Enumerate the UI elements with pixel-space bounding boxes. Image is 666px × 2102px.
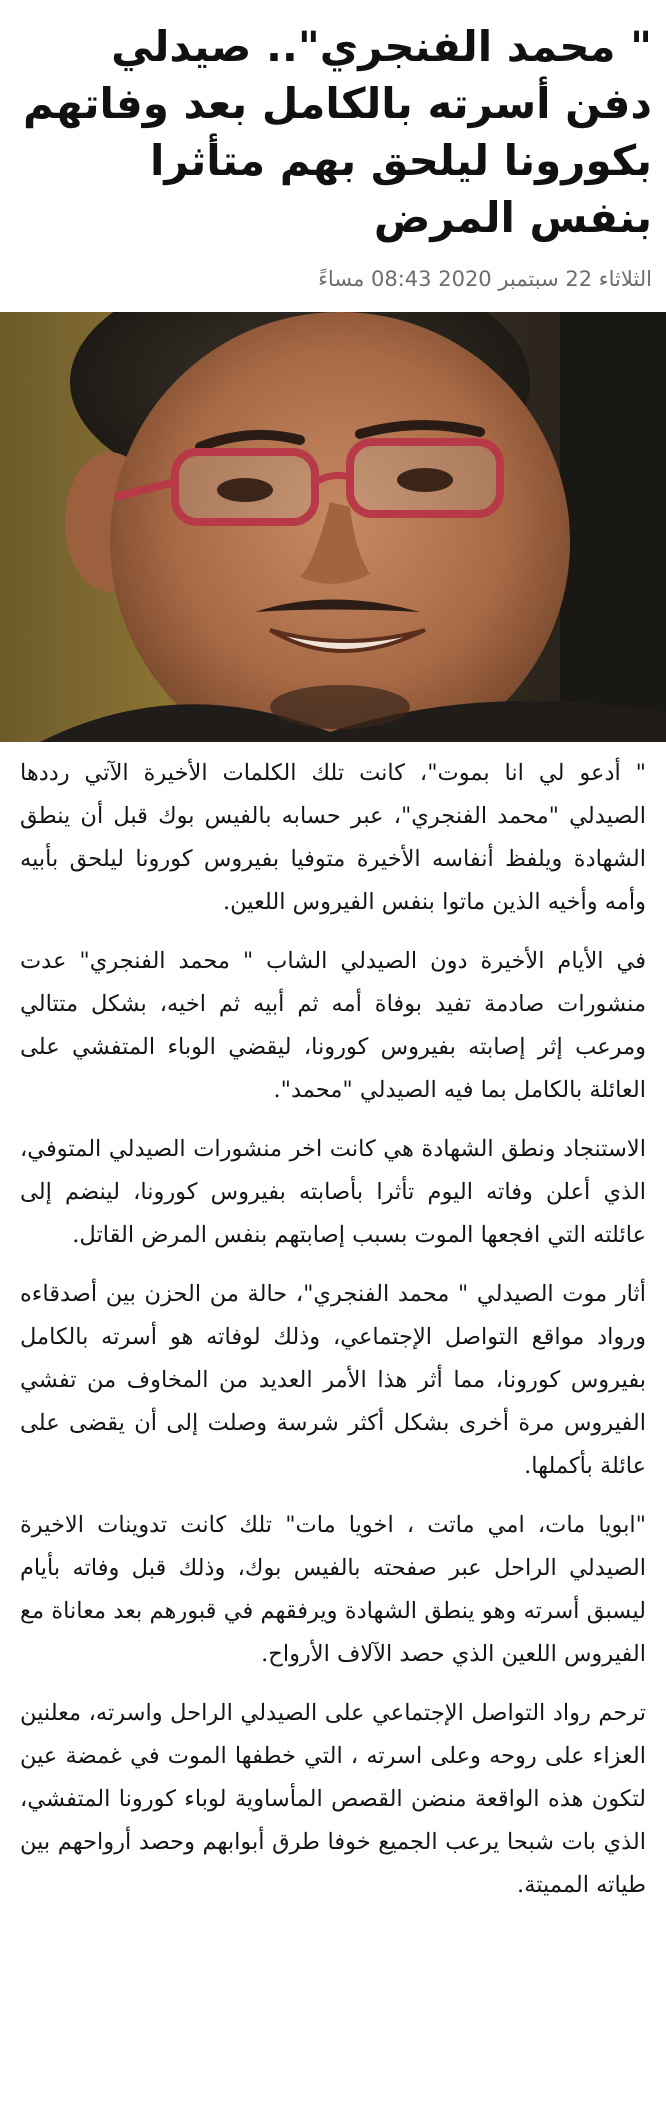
article-paragraph: " أدعو لي انا بموت"، كانت تلك الكلمات الأخيرة الآتي رددها الصيدلي "محمد الفنجري"، عبر حسابه بالفيس بوك قبل أن ينطق الشهادة ويلفظ أنفاسه الأخيرة متوفيا بفيروس كورونا ليلحق بأبيه وأمه وأخيه الذين ماتوا بنفس الفيروس اللعين. [20,760,646,915]
article-body [0,752,666,1923]
article-photo [0,312,666,742]
article-paragraph: "ابويا مات، امي ماتت ، اخويا مات" تلك كانت تدوينات الاخيرة الصيدلي الراحل عبر صفحته بالفيس بوك، وذلك قبل وفاته بأيام ليسبق أسرته وهو ينطق الشهادة ويرفقهم في قبورهم بعد معاناة مع الفيروس اللعين الذي حصد الآلاف الأرواح. [20,1512,646,1667]
article-title: " محمد الفنجري".. صيدلي دفن أسرته بالكامل بعد وفاتهم بكورونا ليلحق بهم متأثرا بنفس المرض [23,22,652,242]
portrait-image [0,312,666,742]
article-paragraph: أثار موت الصيدلي " محمد الفنجري"، حالة من الحزن بين أصدقاءه ورواد مواقع التواصل الإجتماعي، وذلك لوفاته هو أسرته بالكامل بفيروس كورونا، مما أثر هذا الأمر العديد من المخاوف من تفشي الفيروس مرة أخرى بشكل أكثر شرسة وصلت إلى أن يقضى على عائلة بأكملها. [20,1281,646,1479]
article-paragraph: الاستنجاد ونطق الشهادة هي كانت اخر منشورات الصيدلي المتوفي، الذي أعلن وفاته اليوم تأثرا بأصابته بفيروس كورونا، لينضم إلى عائلته التي افجعها الموت بسبب إصابتهم بنفس المرض القاتل. [20,1136,646,1248]
article-date: الثلاثاء 22 سبتمبر 2020 08:43 مساءً [318,267,652,291]
article-paragraph: في الأيام الأخيرة دون الصيدلي الشاب " محمد الفنجري" عدت منشورات صادمة تفيد بوفاة أمه ثم أبيه ثم اخيه، بشكل متتالي ومرعب إثر إصابته بفيروس كورونا، ليقضي الوباء المتفشي على العائلة بالكامل بما فيه الصيدلي "محمد". [20,948,646,1103]
article-paragraph: ترحم رواد التواصل الإجتماعي على الصيدلي الراحل واسرته، معلنين العزاء على روحه وعلى اسرته ، التي خطفها الموت في غمضة عين لتكون هذه الواقعة منضن القصص المأساوية لوباء كورونا المتفشي، الذي بات شبحا يرعب الجميع خوفا طرق أبوابهم وحصد أرواحهم بين طياته المميتة. [20,1700,646,1898]
